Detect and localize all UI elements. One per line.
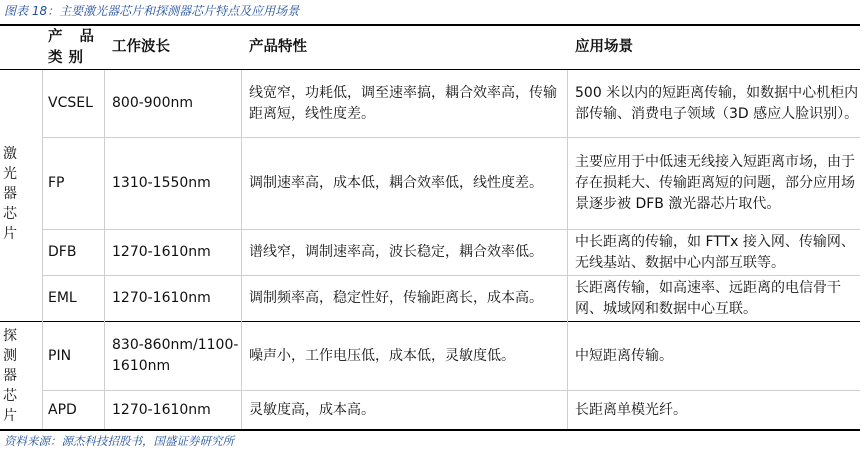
table-row-features: 谱线窄，调制速率高，波长稳定，耦合效率低。 <box>249 244 543 260</box>
table-row-applications: 500 米以内的短距离传输，如数据中心机柜内部传输、消费电子领域（3D 感应人脸识别）。 <box>575 84 859 122</box>
table-row-wavelength: 830-860nm/1100-1610nm <box>112 337 239 374</box>
group-label-laser: 激光器芯片 <box>3 145 17 242</box>
table-row-wavelength: 1270-1610nm <box>112 401 211 418</box>
table-row-applications: 中短距离传输。 <box>575 347 673 364</box>
table-row-applications: 长距离单模光纤。 <box>575 401 687 418</box>
header-features: 产品特性 <box>249 39 307 55</box>
source-note: 资料来源：源杰科技招股书，国盛证券研究所 <box>4 434 234 448</box>
table-row-wavelength: 1310-1550nm <box>112 175 211 191</box>
header-type: 产 品 类别 <box>48 28 101 66</box>
table-row-applications: 长距离传输，如高速率、远距离的电信骨干网、城域网和数据中心互联。 <box>575 279 841 317</box>
table-row-features: 线宽窄，功耗低，调至速率搞，耦合效率高，传输距离短，线性度差。 <box>249 84 557 122</box>
table-row-wavelength: 1270-1610nm <box>112 290 211 306</box>
table-bottom-rule <box>0 429 860 431</box>
table-row-type: PIN <box>48 347 72 364</box>
table-row-wavelength: 1270-1610nm <box>112 244 211 260</box>
table-caption: 图表 18：主要激光器芯片和探测器芯片特点及应用场景 <box>4 4 300 18</box>
table-row-type: EML <box>48 290 77 306</box>
table-row-type: APD <box>48 401 77 418</box>
table-row-features: 调制速率高，成本低，耦合效率低，线性度差。 <box>249 175 543 191</box>
header-applications: 应用场景 <box>575 39 633 55</box>
table-row-applications: 中长距离的传输，如 FTTx 接入网、传输网、无线基站、数据中心内部互联等。 <box>575 233 855 271</box>
group-label-detector: 探测器芯片 <box>3 327 17 424</box>
table-row-features: 调制频率高，稳定性好，传输距离长，成本高。 <box>249 290 543 306</box>
table-row-type: FP <box>48 175 65 191</box>
table-row-type: DFB <box>48 244 77 260</box>
table-row-applications: 主要应用于中低速无线接入短距离市场，由于存在损耗大、传输距离短的问题，部分应用场景逐步被 DFB 激光器芯片取代。 <box>575 154 855 212</box>
table-row-type: VCSEL <box>48 95 93 111</box>
table-row-wavelength: 800-900nm <box>112 95 194 111</box>
column-divider <box>104 70 105 429</box>
column-divider <box>42 70 43 429</box>
column-divider <box>567 70 568 429</box>
table-row-features: 灵敏度高，成本高。 <box>249 401 375 418</box>
column-divider <box>241 70 242 429</box>
table-row-features: 噪声小，工作电压低，成本低，灵敏度低。 <box>249 347 515 364</box>
header-wavelength: 工作波长 <box>112 39 170 55</box>
